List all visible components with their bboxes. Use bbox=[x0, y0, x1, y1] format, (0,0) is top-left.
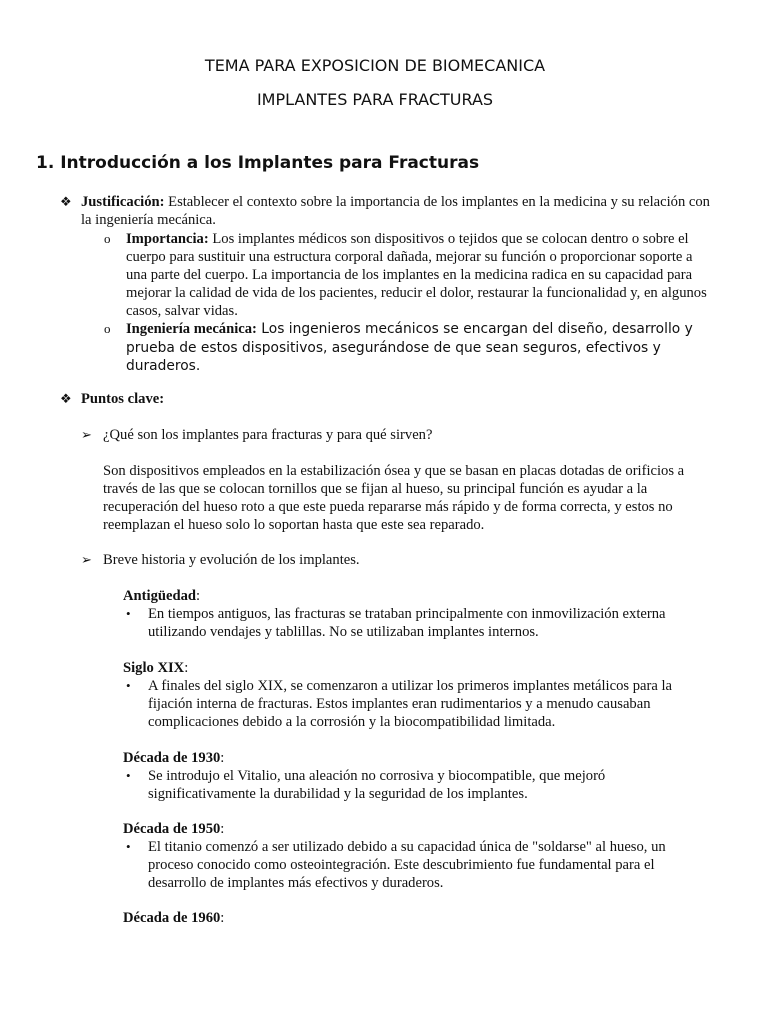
history-period-heading: Década de 1960: bbox=[123, 910, 225, 926]
section-heading: 1. Introducción a los Implantes para Fracturas bbox=[36, 153, 480, 173]
justificacion-text: Establecer el contexto sobre la importancia de los implantes en la medicina y su relación con la ingeniería mecánica. bbox=[81, 194, 710, 228]
history-period-heading: Antigüedad: bbox=[123, 588, 201, 604]
answer-paragraph: Son dispositivos empleados en la estabilización ósea y que se basan en placas dotadas de orificios a través de las que se colocan tornillos que se fijan al hueso, su principal función es ayudar a la recuperación del hueso roto a que este pueda repararse más rápido y de forma correcta, y estos no reemplazan el hueso solo lo soportan hasta que este sea reparado. bbox=[103, 463, 685, 533]
dot-bullet-icon: • bbox=[126, 768, 131, 783]
history-period-heading: Década de 1950: bbox=[123, 821, 225, 837]
importancia-text: Los implantes médicos son dispositivos o tejidos que se colocan dentro o sobre el cuerpo para sustituir una estructura corporal dañada, mejorar su función o proporcionar soporte a una parte del cuerpo. La importancia de los implantes en la medicina radica en su capacidad para mejorar la calidad de vida de los pacientes, reducir el dolor, restaurar la funcionalidad y, en algunos casos, salvar vidas. bbox=[126, 231, 707, 319]
history-item-text: Se introdujo el Vitalio, una aleación no corrosiva y biocompatible, que mejoró significativamente la durabilidad y la seguridad de los implantes. bbox=[148, 768, 606, 802]
justificacion-paragraph bbox=[81, 193, 711, 229]
document-title: TEMA PARA EXPOSICION DE BIOMECANICA bbox=[204, 56, 546, 75]
dot-bullet-icon: • bbox=[126, 606, 131, 621]
history-item-text: A finales del siglo XIX, se comenzaron a utilizar los primeros implantes metálicos para la fijación interna de fracturas. Estos implantes eran rudimentarios y a menudo causaban complicaciones debido a la corrosión y la biocompatibilidad limitada. bbox=[148, 678, 672, 730]
puntos-clave-label: Puntos clave: bbox=[81, 391, 165, 407]
history-item-text: En tiempos antiguos, las fracturas se trataban principalmente con inmovilización externa utilizando vendajes y tablillas. No se utilizaban implantes internos. bbox=[148, 606, 666, 640]
history-period-heading: Siglo XIX: bbox=[123, 660, 189, 676]
justificacion-label: Justificación: bbox=[81, 194, 165, 210]
importancia-label: Importancia: bbox=[126, 231, 209, 247]
ingenieria-paragraph bbox=[126, 320, 716, 376]
ingenieria-label: Ingeniería mecánica: bbox=[126, 321, 257, 337]
ingenieria-text: Los ingenieros mecánicos se encargan del diseño, desarrollo y prueba de estos dispositivos, asegurándose de que sean seguros, efectivos y duraderos. bbox=[126, 321, 693, 374]
circle-bullet-icon: o bbox=[104, 231, 111, 246]
document-subtitle: IMPLANTES PARA FRACTURAS bbox=[256, 90, 494, 109]
question-what-are-implants: ¿Qué son los implantes para fracturas y para qué sirven? bbox=[103, 427, 433, 443]
history-item-text: El titanio comenzó a ser utilizado debido a su capacidad única de "soldarse" al hueso, un proceso conocido como osteointegración. Este descubrimiento fue fundamental para el desarrollo de implantes más efectivos y duraderos. bbox=[148, 839, 666, 891]
arrow-bullet-icon: ➢ bbox=[81, 552, 92, 567]
importancia-paragraph bbox=[126, 230, 716, 320]
diamond-bullet-icon: ❖ bbox=[60, 391, 72, 406]
arrow-bullet-icon: ➢ bbox=[81, 427, 92, 442]
dot-bullet-icon: • bbox=[126, 678, 131, 693]
question-history: Breve historia y evolución de los implantes. bbox=[103, 552, 360, 568]
history-period-heading: Década de 1930: bbox=[123, 750, 225, 766]
circle-bullet-icon: o bbox=[104, 321, 111, 336]
dot-bullet-icon: • bbox=[126, 839, 131, 854]
diamond-bullet-icon: ❖ bbox=[60, 194, 72, 209]
